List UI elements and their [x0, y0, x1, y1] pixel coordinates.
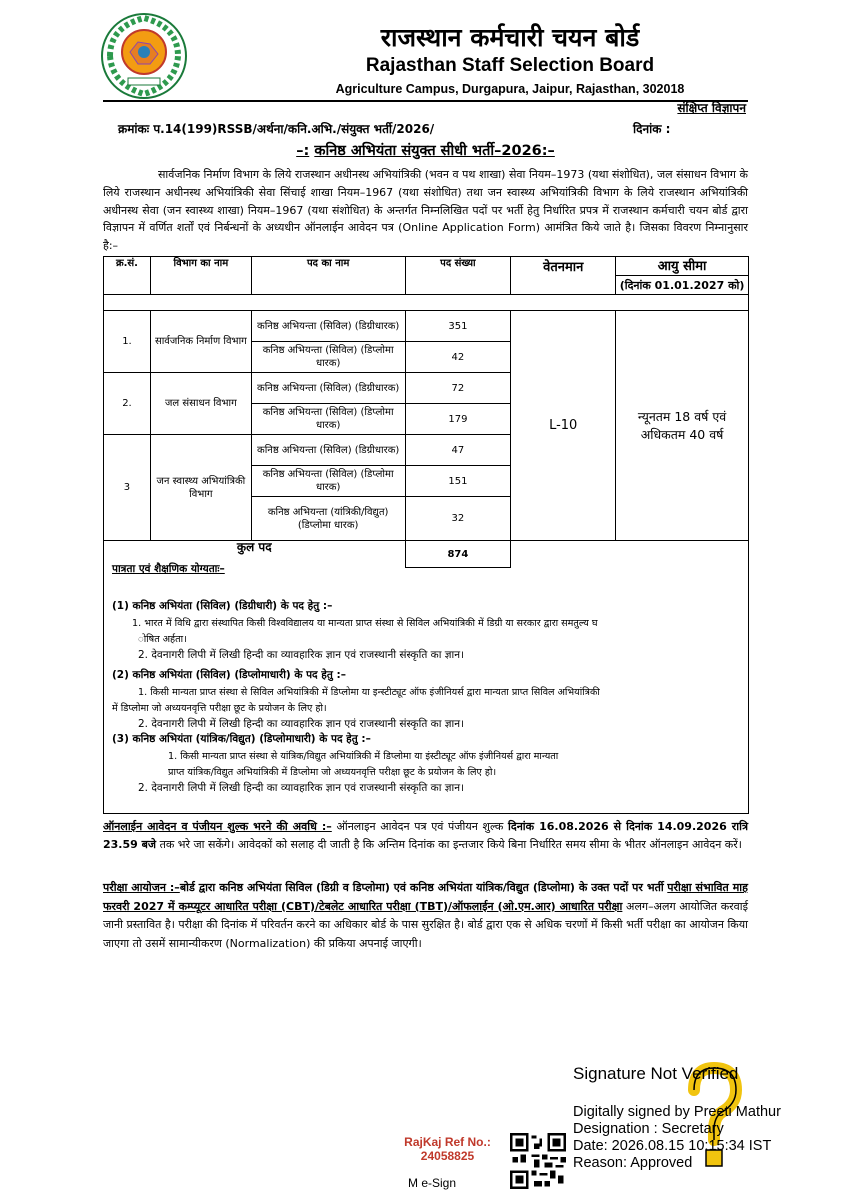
rajkaj-number: 24058825 [420, 1149, 475, 1163]
post-count: 151 [405, 466, 511, 497]
board-title-hindi: राजस्थान कर्मचारी चयन बोर्ड [380, 23, 640, 52]
post-name: कनिष्ठ अभियन्ता (यांत्रिकी/विद्युत) (डिप्लोमा धारक) [251, 497, 405, 541]
exam-paragraph [103, 879, 748, 953]
qr-code-icon [510, 1133, 566, 1189]
total-label: कुल पद [104, 541, 406, 568]
post-count: 42 [405, 342, 511, 373]
eligibility-item: 1. किसी मान्यता प्राप्त संस्था से यांत्रिक/विद्युत अभियांत्रिकी में डिप्लोमा या इंस्टीट्यूट ऑफ इंजीनियर्स द्वारा मान्यता [168, 751, 559, 762]
post-count: 47 [405, 435, 511, 466]
eligibility-item: 2. देवनागरी लिपी में लिखी हिन्दी का व्यावहारिक ज्ञान एवं राजस्थानी संस्कृति का ज्ञान। [138, 718, 465, 730]
row-sn: 1. [104, 311, 151, 373]
col-header-sn: क्र.सं. [104, 257, 151, 295]
eligibility-title: पात्रता एवं शैक्षणिक योग्यताः– [112, 563, 225, 575]
fee-text-1: ऑनलाइन आवेदन पत्र एवं पंजीयन शुल्क [336, 820, 504, 833]
designation: Designation : Secretary [573, 1121, 724, 1137]
total-count: 874 [405, 541, 511, 568]
row-dept: सार्वजनिक निर्माण विभाग [150, 311, 251, 373]
eligibility-heading-2: (2) कनिष्ठ अभियंता (सिविल) (डिप्लोमाधारी) के पद हेतु :– [112, 669, 346, 681]
signature-reason: Reason: Approved [573, 1155, 693, 1171]
reference-number: क्रमांकः प.14(199)RSSB/अर्थना/कनि.अभि./संयुक्त भर्ती/2026/ [118, 122, 435, 136]
signature-status: Signature Not Verified [573, 1064, 739, 1083]
exam-text-2: परीक्षा संभावित माह फरवरी 2027 में कम्प्यूटर आधारित परीक्षा (CBT)/टेबलेट आधारित परीक्षा (TBT)/ऑफलाईन (ओ.एम.आर) आधारित परीक्षा [103, 881, 748, 913]
eligibility-item: में डिप्लोमा जो अध्ययनवृत्ति परीक्षा छूट के प्रयोजन के लिए हो। [112, 703, 327, 714]
post-name: कनिष्ठ अभियन्ता (सिविल) (डिप्लोमा धारक) [251, 342, 405, 373]
post-count: 351 [405, 311, 511, 342]
eligibility-item: ोषित अर्हता। [138, 634, 187, 645]
col-header-age: आयु सीमा [616, 257, 749, 276]
eligibility-heading-3: (3) कनिष्ठ अभियंता (यांत्रिक/विद्युत) (डिप्लोमाधारी) के पद हेतु :– [112, 733, 371, 745]
row-sn: 2. [104, 373, 151, 435]
exam-text-1: बोर्ड द्वारा कनिष्ठ अभियंता सिविल (डिग्री व डिप्लोमा) एवं कनिष्ठ अभियंता यांत्रिक/विद्युत (डिप्लोमा) के उक्त पदों पर भर्ती [179, 881, 664, 894]
table-header-row [104, 257, 749, 276]
post-count: 32 [405, 497, 511, 541]
eligibility-item: प्राप्त यांत्रिक/विद्युत अभियांत्रिकी में डिप्लोमा जो अध्ययनवृत्ति परीक्षा छूट के प्रयोजन के लिए हो। [168, 767, 497, 778]
post-count: 72 [405, 373, 511, 404]
row-dept: जन स्वास्थ्य अभियांत्रिकी विभाग [150, 435, 251, 541]
age-limit: न्यूनतम 18 वर्ष एवं अधिकतम 40 वर्ष [616, 311, 749, 541]
board-title-english: Rajasthan Staff Selection Board [365, 55, 655, 76]
date-label: दिनांक : [633, 122, 671, 136]
col-header-dept: विभाग का नाम [150, 257, 251, 295]
rajkaj-ref [395, 1135, 500, 1163]
post-name: कनिष्ठ अभियन्ता (सिविल) (डिप्लोमा धारक) [251, 466, 405, 497]
title-text: कनिष्ठ अभियंता संयुक्त सीधी भर्ती–2026 [314, 143, 542, 159]
col-header-age-date: (दिनांक 01.01.2027 को) [616, 276, 749, 295]
post-name: कनिष्ठ अभियन्ता (सिविल) (डिग्रीधारक) [251, 435, 405, 466]
fee-heading: ऑनलाईन आवेदन व पंजीयन शुल्क भरने की अवधि :– [103, 820, 332, 833]
rssb-logo [100, 12, 188, 100]
rajkaj-label: RajKaj Ref No.: [404, 1135, 491, 1149]
eligibility-box [103, 548, 749, 814]
title-suffix: :– [541, 143, 555, 159]
intro-paragraph: सार्वजनिक निर्माण विभाग के लिये राजस्थान अधीनस्थ अभियांत्रिकी (भवन व पथ शाखा) सेवा नियम–1973 (यथा संशोधित), जल संसाधन विभाग के लिये राजस्थान अधीनस्थ अभियांत्रिकी सेवा सिंचाई शाखा नियम–1967 (यथा संशोधित) तथा जन स्वास्थ्य अभियांत्रिकी विभाग के लिये राजस्थान अभियांत्रिकी अधीनस्थ सेवा (जन स्वास्थ्य शाखा) नियम–1967 (यथा संशोधित) के अन्तर्गत निम्नलिखित पदों पर भर्ती हेतु निर्धारित प्रपत्र में राजस्थान कर्मचारी चयन बोर्ड द्वारा विज्ञापन में वर्णित शर्तों एवं निर्बन्धनों के अध्यधीन ऑनलाईन आवेदन पत्र (Online Application Form) आमंत्रित किये जाते है। जिसका विवरण निम्नानुसार है:– [103, 168, 748, 253]
fee-paragraph [103, 818, 748, 854]
post-name: कनिष्ठ अभियन्ता (सिविल) (डिग्रीधारक) [251, 373, 405, 404]
fee-dates: दिनांक 16.08.2026 से दिनांक 14.09.2026 रात्रि 23.59 बजे [103, 820, 749, 851]
board-address: Agriculture Campus, Durgapura, Jaipur, Rajasthan, 302018 [335, 82, 685, 96]
table-row [104, 311, 749, 342]
eligibility-heading-1: (1) कनिष्ठ अभियंता (सिविल) (डिग्रीधारी) के पद हेतु :– [112, 600, 333, 612]
post-name: कनिष्ठ अभियन्ता (सिविल) (डिप्लोमा धारक) [251, 404, 405, 435]
col-header-pay: वेतनमान [511, 257, 616, 295]
notice-type: संक्षिप्त विज्ञापन [677, 101, 746, 115]
vacancy-table [103, 256, 749, 568]
title-prefix: –: [296, 143, 310, 159]
col-header-count: पद संख्या [405, 257, 511, 295]
eligibility-item: 1. भारत में विधि द्वारा संस्थापित किसी विश्वविद्यालय या मान्यता प्राप्त संस्था से सिविल अभियांत्रिकी में डिग्री या सरकार द्वारा समतुल्य घ [132, 618, 598, 629]
signature-date: Date: 2026.08.15 10:15:34 IST [573, 1138, 772, 1154]
fee-text-2: तक भरे जा सकेंगे। आवेदकों को सलाह दी जाती है कि अन्तिम दिनांक का इन्तजार किये बिना निर्धारित समय सीमा के भीतर ऑनलाइन आवेदन करें। [159, 838, 742, 851]
exam-heading: परीक्षा आयोजन :– [103, 881, 180, 894]
row-dept: जल संसाधन विभाग [150, 373, 251, 435]
exam-text-3: अलग–अलग आयोजित करवाई जानी प्रस्तावित है। परीक्षा की दिनांक में परिवर्तन करने का अधिकार बोर्ड के पास सुरक्षित है। बोर्ड द्वारा एक से अधिक चरणों में किसी भर्ती परीक्षा का आयोजन किया जाएगा तो उसमें सामान्यीकरण (Normalization) की प्रकिया अपनाई जाएगी। [103, 899, 749, 950]
post-name: कनिष्ठ अभियन्ता (सिविल) (डिग्रीधारक) [251, 311, 405, 342]
post-count: 179 [405, 404, 511, 435]
eligibility-item: 2. देवनागरी लिपी में लिखी हिन्दी का व्यावहारिक ज्ञान एवं राजस्थानी संस्कृति का ज्ञान। [138, 782, 465, 794]
eligibility-item: 2. देवनागरी लिपी में लिखी हिन्दी का व्यावहारिक ज्ञान एवं राजस्थानी संस्कृति का ज्ञान। [138, 649, 465, 661]
mesign-label: M e-Sign [408, 1176, 457, 1190]
signed-by: Digitally signed by Preeti Mathur [573, 1104, 781, 1120]
pay-scale: L-10 [511, 311, 616, 541]
row-sn: 3 [104, 435, 151, 541]
recruitment-title [103, 140, 748, 160]
header-rule [103, 100, 748, 102]
col-header-post: पद का नाम [251, 257, 405, 295]
eligibility-item: 1. किसी मान्यता प्राप्त संस्था से सिविल अभियांत्रिकी में डिप्लोमा या इन्स्टीट्यूट ऑफ इंजीनियर्स द्वारा मान्यता प्राप्त सिविल अभियांत्रिकी [138, 687, 600, 698]
